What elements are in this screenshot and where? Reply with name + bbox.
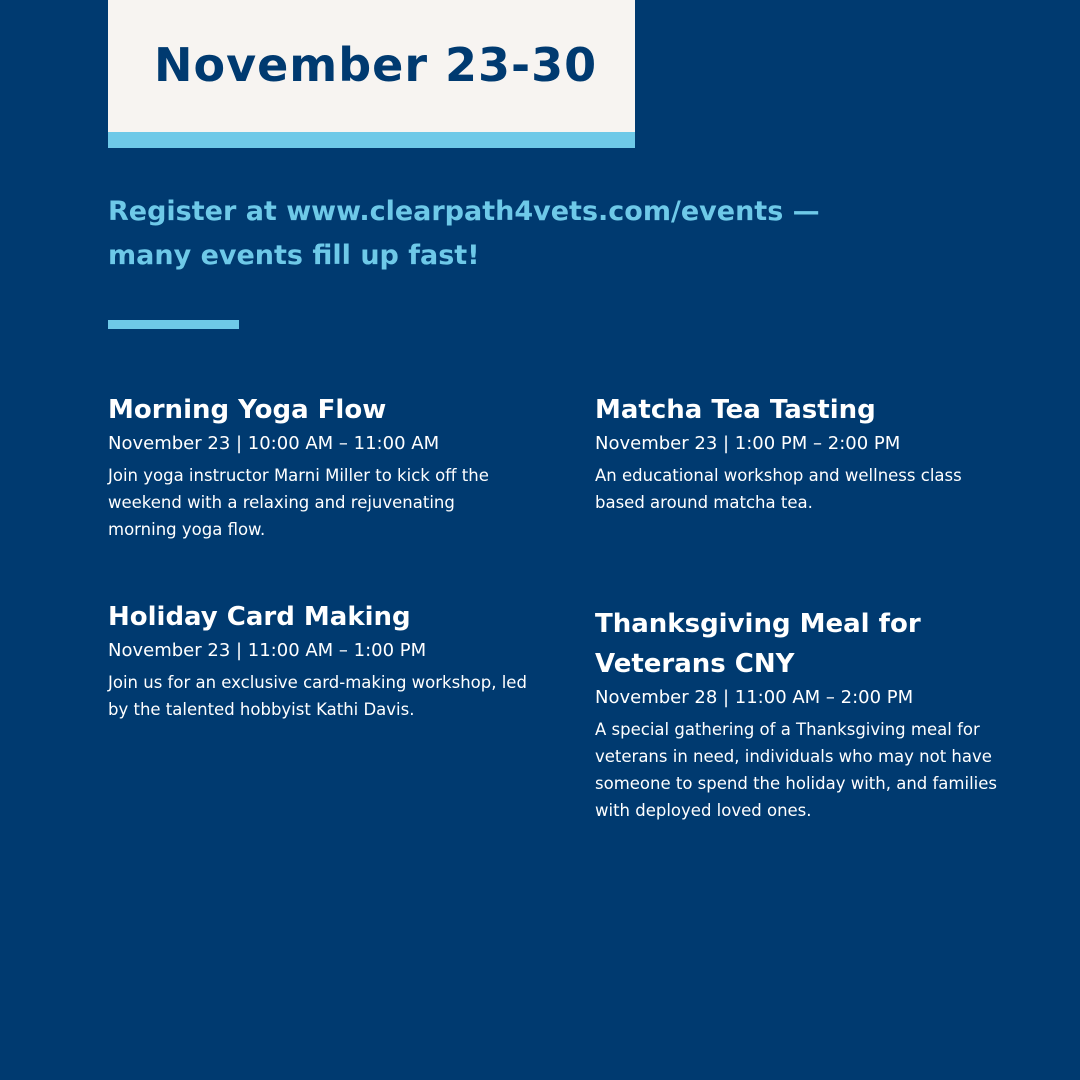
event-matcha-tea [595,390,1015,516]
event-morning-yoga [108,390,528,543]
event-thanksgiving-meal [595,604,1015,824]
event-datetime: November 23 | 1:00 PM – 2:00 PM [595,433,901,454]
register-note: Register at www.clearpath4vets.com/events — many events fill up fast! [108,196,820,271]
event-title: Holiday Card Making [108,602,411,632]
event-description: A special gathering of a Thanksgiving meal for veterans in need, individuals who may not have someone to spend the holiday with, and families with deployed loved ones. [595,720,997,820]
event-datetime: November 28 | 11:00 AM – 2:00 PM [595,687,914,708]
event-datetime: November 23 | 11:00 AM – 1:00 PM [108,640,427,661]
accent-divider [108,320,239,329]
event-title: Thanksgiving Meal for Veterans CNY [595,609,921,679]
event-description: Join us for an exclusive card-making workshop, led by the talented hobbyist Kathi Davis. [108,673,527,719]
event-description: An educational workshop and wellness class based around matcha tea. [595,466,962,512]
event-datetime: November 23 | 10:00 AM – 11:00 AM [108,433,440,454]
event-title: Morning Yoga Flow [108,395,387,425]
event-holiday-card [108,597,528,723]
date-range-title: November 23-30 [154,38,598,92]
event-title: Matcha Tea Tasting [595,395,876,425]
date-header-box [108,0,635,148]
event-description: Join yoga instructor Marni Miller to kick off the weekend with a relaxing and rejuvenating morning yoga flow. [108,466,489,539]
